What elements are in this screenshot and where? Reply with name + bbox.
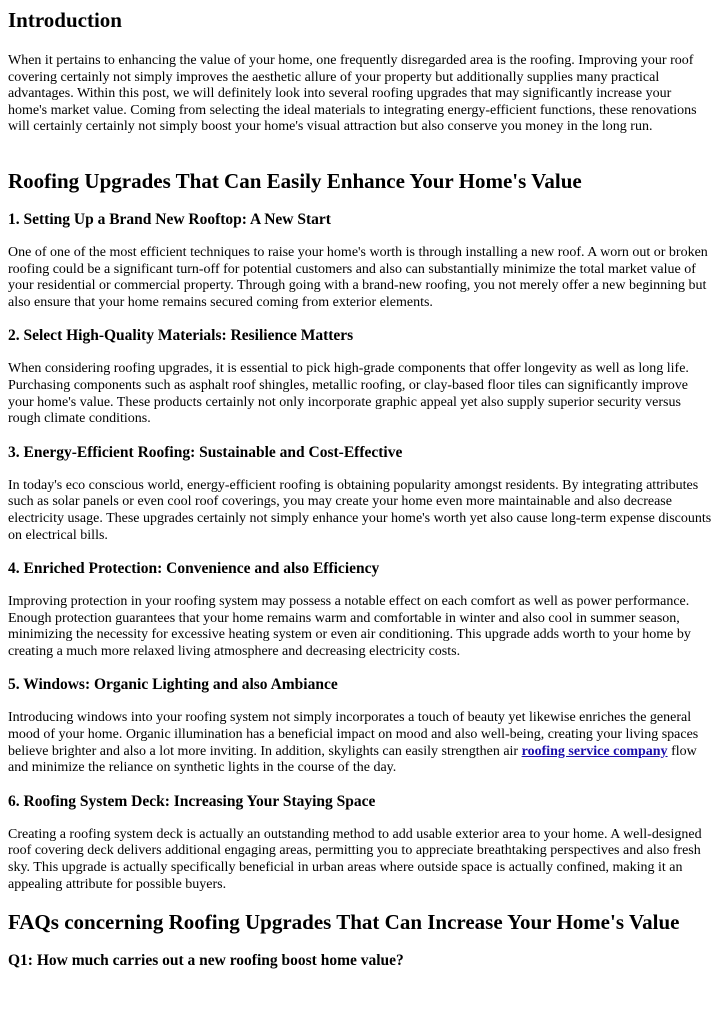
section-1-paragraph: One of one of the most efficient techniques to raise your home's worth is through installing a new roof. A worn out or broken roofing could be a significant turn-off for potential customers and also can substantially minimize the total market value of your residential or commercial property. Through going with a brand-new roofing, you not merely offer a new beginning but also ensure that your home remains secured coming from exterior elements.: [8, 244, 708, 310]
roofing-service-company-link[interactable]: roofing service company: [521, 743, 668, 759]
section-5-text-after: flow and minimize the reliance on synthetic lights in the course of the day.: [8, 743, 697, 776]
article: [8, 0, 712, 971]
section-1-heading: 1. Setting Up a Brand New Rooftop: A New Start: [8, 210, 331, 228]
section-6-heading: 6. Roofing System Deck: Increasing Your Staying Space: [8, 792, 376, 810]
introduction-heading: Introduction: [8, 8, 122, 32]
section-4-heading: 4. Enriched Protection: Convenience and also Efficiency: [8, 560, 380, 578]
faq-heading: FAQs concerning Roofing Upgrades That Can Increase Your Home's Value: [8, 910, 680, 935]
section-2-heading: 2. Select High-Quality Materials: Resilience Matters: [8, 327, 354, 345]
section-5-heading: 5. Windows: Organic Lighting and also Ambiance: [8, 676, 338, 694]
section-5-text-before: Introducing windows into your roofing system not simply incorporates a touch of beauty yet likewise enriches the general mood of your home. Organic illumination has a beneficial impact on mood and also well-being, creating your living spaces believe brighter and also a lot more inviting. In addition, skylights can easily strengthen air: [8, 710, 699, 759]
section-6-paragraph: Creating a roofing system deck is actually an outstanding method to add usable exterior area to your home. A well-designed roof covering deck delivers additional engaging areas, permitting you to appreciate breathtaking perspectives and also fresh sky. This upgrade is actually specifically beneficial in urban areas where outside space is actually confined, making it an appealing attribute for possible buyers.: [8, 826, 702, 892]
section-5-paragraph: [8, 710, 712, 776]
section-2-paragraph: When considering roofing upgrades, it is essential to pick high-grade components that offer longevity as well as long life. Purchasing components such as asphalt roof shingles, metallic roofing, or clay-based floor tiles can significantly improve your home's value. These products certainly not only incorporate graphic appeal yet also supply superior security versus rough climate conditions.: [8, 361, 689, 427]
upgrades-heading: Roofing Upgrades That Can Easily Enhance Your Home's Value: [8, 168, 582, 193]
introduction-paragraph: When it pertains to enhancing the value of your home, one frequently disregarded area is the roofing. Improving your roof covering certainly not simply improves the aesthetic allure of your property but additionally supplies many practical advantages. Within this post, we will definitely look into several roofing upgrades that may significantly increase your home's market value. Coming from selecting the ideal materials to integrating energy-efficient functions, these renovations will certainly certainly not simply boost your home's visual attraction but also conserve you money in the long run.: [8, 53, 697, 135]
section-3-heading: 3. Energy-Efficient Roofing: Sustainable and Cost-Effective: [8, 443, 403, 461]
faq-question-1: Q1: How much carries out a new roofing boost home value?: [8, 952, 404, 970]
section-3-paragraph: In today's eco conscious world, energy-efficient roofing is obtaining popularity amongst residents. By integrating attributes such as solar panels or even cool roof coverings, you may create your home even more maintainable and also decrease electricity usage. These upgrades certainly not simply enhance your home's worth yet also cause long-term expense discounts on electrical bills.: [8, 477, 712, 543]
section-4-paragraph: Improving protection in your roofing system may possess a notable effect on each comfort as well as power performance. Enough protection guarantees that your home remains warm and comfortable in winter and also cool in summer season, minimizing the necessity for excessive heating system or even air conditioning. This upgrade adds worth to your home by creating a much more relaxed living atmosphere and decreasing electricity costs.: [8, 594, 691, 659]
